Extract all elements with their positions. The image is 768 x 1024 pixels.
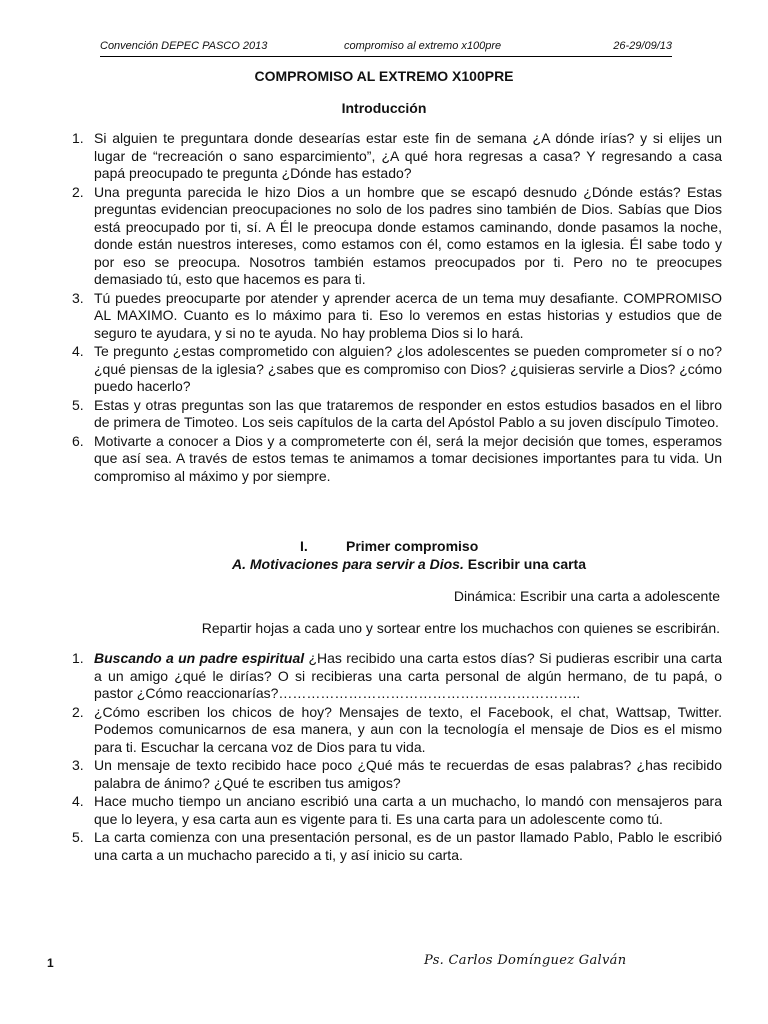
item-text: Estas y otras preguntas son las que trataremos de responder en estos estudios basados en el libro de primera de Timoteo. Los seis capítulos de la carta del Apóstol Pablo a su joven discípulo Timoteo. bbox=[94, 396, 722, 430]
document-title: COMPROMISO AL EXTREMO X100PRE bbox=[254, 68, 514, 84]
item-number: 4. bbox=[72, 343, 84, 359]
author-signature: Ps. Carlos Domínguez Galván bbox=[424, 953, 627, 968]
item-text: Hace mucho tiempo un anciano escribió una carta a un muchacho, lo mandó con mensajeros para que lo leyera, y esa carta aun es vigente para ti. Es una carta para un adolescente como tú. bbox=[94, 793, 722, 827]
header-topic: compromiso al extremo x100pre bbox=[344, 40, 502, 52]
subsection-italic: A. Motivaciones para servir a Dios. bbox=[231, 556, 464, 572]
list-item bbox=[72, 433, 722, 486]
item-text: Un mensaje de texto recibido hace poco ¿Qué más te recuerdas de esas palabras? ¿has recibido palabra de ánimo? ¿Qué te escriben tus amigos? bbox=[94, 757, 722, 791]
item-number: 2. bbox=[72, 183, 84, 200]
item-number: 2. bbox=[72, 703, 84, 720]
item-number: 3. bbox=[72, 289, 84, 306]
item-number: 5. bbox=[72, 396, 84, 413]
list-item bbox=[72, 343, 722, 396]
item-text: Te pregunto ¿estas comprometido con alguien? ¿los adolescentes se pueden comprometer sí o no? ¿qué piensas de la iglesia? ¿sabes que es compromiso con Dios? ¿quisieras servirle a Dios? ¿cómo puedo hacerlo? bbox=[94, 343, 722, 394]
list-item bbox=[72, 290, 722, 343]
list-item bbox=[72, 757, 722, 792]
list-item bbox=[72, 184, 722, 289]
dynamic-note: Dinámica: Escribir una carta a adolescente bbox=[453, 588, 720, 604]
item-text: Si alguien te preguntara donde desearías estar este fin de semana ¿A dónde irías? y si elijes un lugar de “recreación o sano esparcimiento”, ¿A qué hora regresas a casa? Y regresando a casa papá preocupado te pregunta ¿Dónde has estado? bbox=[94, 130, 722, 181]
item-number: 3. bbox=[72, 757, 84, 773]
item-text: La carta comienza con una presentación personal, es de un pastor llamado Pablo, Pablo le escribió una carta a un muchacho parecido a ti, y así inicio su carta. bbox=[94, 829, 722, 863]
item-number: 1. bbox=[72, 130, 84, 146]
list-item bbox=[72, 397, 722, 432]
list-item bbox=[72, 650, 722, 703]
section-title: Primer compromiso bbox=[346, 538, 479, 554]
page-header bbox=[100, 40, 672, 57]
intro-list bbox=[72, 130, 722, 486]
item-text: Tú puedes preocuparte por atender y aprender acerca de un tema muy desafiante. COMPROMISO AL MAXIMO. Cuanto es lo máximo para ti. Eso lo veremos en estas historias y estudios que de seguro te ayudara, y si no te ayuda. No hay problema Dios si lo hará. bbox=[94, 289, 722, 341]
item-number: 6. bbox=[72, 432, 84, 449]
item-text: Motivarte a conocer a Dios y a comprometerte con él, será la mejor decisión que tomes, esperamos que así sea. A través de estos temas te animamos a tomar decisiones importantes para tu vida. Un compromiso al máximo y por siempre. bbox=[94, 432, 722, 484]
list-item bbox=[72, 829, 722, 864]
list-item bbox=[72, 793, 722, 828]
item-lead: Buscando a un padre espiritual bbox=[94, 650, 305, 666]
instruction-note: Repartir hojas a cada uno y sortear entre los muchachos con quienes se escribirán. bbox=[201, 620, 720, 636]
list-item bbox=[72, 704, 722, 757]
item-text: ¿Cómo escriben los chicos de hoy? Mensajes de texto, el Facebook, el chat, Wattsap, Twitter. Podemos comunicarnos de esa manera, y aun con la tecnología el mensaje de Dios es el mismo para ti. Escuchar la cercana voz de Dios para tu vida. bbox=[94, 703, 722, 755]
section-list bbox=[72, 650, 722, 865]
page-number: 1 bbox=[47, 956, 54, 970]
item-number: 1. bbox=[72, 650, 84, 666]
header-event: Convención DEPEC PASCO 2013 bbox=[100, 40, 268, 52]
intro-heading: Introducción bbox=[341, 100, 427, 116]
item-number: 4. bbox=[72, 793, 84, 809]
item-number: 5. bbox=[72, 829, 84, 845]
item-text: ¿Has recibido una carta estos días? Si pudieras escribir una carta a un amigo ¿qué le dirías? O si recibieras una carta personal de algún hermano, de tu papá, o pastor ¿Cómo reaccionarías?……………………………………………………….. bbox=[94, 650, 722, 701]
item-text: Una pregunta parecida le hizo Dios a un hombre que se escapó desnudo ¿Dónde estás? Estas preguntas evidencian preocupaciones no solo de los padres sino también de Dios. Sabías que Dios está preocupado por ti, sí. A Él le preocupa donde estamos caminando, donde pasamos la noche, donde están nuestros intereses, como estamos con él, como estamos en la iglesia. Él sabe todo y por eso se preocupa. Nosotros también estamos preocupados por ti. Pero no te preocupes demasiado tú, esto que hacemos es para ti. bbox=[94, 183, 722, 287]
list-item bbox=[72, 130, 722, 183]
header-date: 26-29/09/13 bbox=[613, 40, 672, 52]
section-numeral: I. bbox=[300, 538, 308, 554]
section-heading bbox=[300, 538, 478, 554]
subsection-rest: Escribir una carta bbox=[463, 556, 587, 572]
subsection-heading bbox=[0, 556, 768, 572]
